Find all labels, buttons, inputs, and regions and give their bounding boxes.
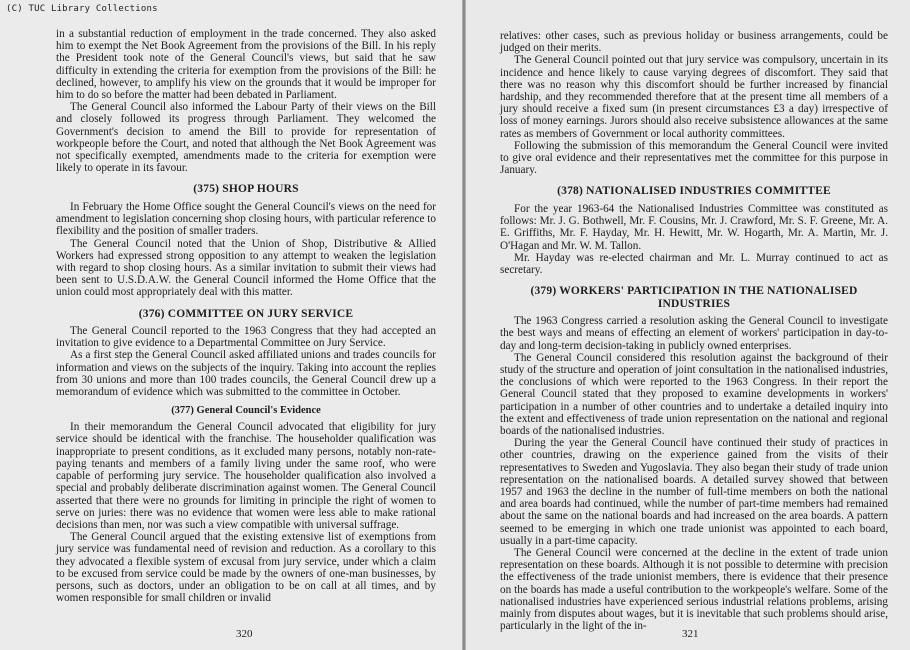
paragraph: The General Council noted that the Union of Shop, Distributive & Allied Workers had expressed strong opposition to any attempt to weaken the legislation with regard to shop closing hours. As a similar invitation to submit their views had been sent to U.S.D.A.W. the General Council informed the Home Office that the union could most appropriately deal with this matter. <box>56 237 436 299</box>
paragraph: The General Council considered this resolution against the background of their study of the structure and operation of joint consultation in the nationalised industries, the conclusions of which were reported to the 1963 Congress. In their report the General Council stated that they proposed to examine developments in workers' participation in a number of other countries and to undertake a detailed inquiry into the extent and effectiveness of trade union representation on the national and regional boards of the nationalised industries. <box>500 351 888 437</box>
paragraph: The General Council pointed out that jury service was compulsory, uncertain in its incidence and hence likely to cause varying degrees of discomfort. They said that there was no reason why this discomfort should be further increased by financial hardship, and they recommended therefore that at the present time all members of a jury should receive a fixed sum (in present circumstances £3 a day) irrespective of loss of money earnings. Jurors should also receive subsistence allowances at the same rates as members of Government or local authority committees. <box>500 54 888 140</box>
paragraph: As a first step the General Council asked affiliated unions and trades councils for information and views on the subjects of the inquiry. Taking into account the replies from 30 unions and more than 100 trades councils, the General Council drew up a memorandum of evidence which was submitted to the committee in October. <box>56 349 436 399</box>
left-page-text <box>56 28 436 604</box>
paragraph: For the year 1963-64 the Nationalised Industries Committee was constituted as follows: Mr. J. G. Bothwell, Mr. F. Cousins, Mr. J. Crawford, Mr. S. F. Greene, Mr. A. E. Griffiths, Mr. F. Hayday, Mr. H. Hewitt, Mr. W. Hogarth, Mr. A. Martin, Mr. J. O'Hagan and Mr. W. M. Tallon. <box>500 202 888 252</box>
section-heading-375: (375) SHOP HOURS <box>193 183 299 196</box>
paragraph: During the year the General Council have continued their study of practices in other countries, drawing on the experience gained from the visits of their representatives to Sweden and Yugoslavia. They also began their study of trade union representation on the nationalised boards. A detailed survey showed that between 1957 and 1963 the decline in the number of full-time members on both the national and area boards had continued, while the number of part-time members had remained about the same on the national boards and had increased on the area boards. A pattern seemed to be emerging in which one trade unionist was appointed to each board, usually in a part-time capacity. <box>500 437 888 547</box>
right-page-text <box>500 30 888 632</box>
section-heading-376: (376) COMMITTEE ON JURY SERVICE <box>138 307 354 320</box>
paragraph: The General Council argued that the existing extensive list of exemptions from jury service was fundamental need of revision and reduction. As a corollary to this they advocated a flexible system of excusal from jury service, under which a claim to be excused from service could be made by the owners of one-man businesses, by persons, such as doctors, under an obligation to be on call at all times, and by women responsible for small children or invalid <box>56 531 436 605</box>
paragraph: Mr. Hayday was re-elected chairman and Mr. L. Murray continued to act as secretary. <box>500 251 888 276</box>
paragraph: The General Council reported to the 1963 Congress that they had accepted an invitation to give evidence to a Departmental Committee on Jury Service. <box>56 325 436 350</box>
paragraph: The 1963 Congress carried a resolution asking the General Council to investigate the best ways and means of effecting an element of workers' participation in day-to-day and long-term decision-taking in publicly owned enterprises. <box>500 315 888 352</box>
paragraph: in a substantial reduction of employment in the trade concerned. They also asked him to exempt the Net Book Agreement from the provisions of the Bill. In his reply the President took note of the General Council's views, but said that he saw difficulty in extending the criteria for exemption from the provisions of the Bill: he declined, however, to amplify his view on the grounds that it would be improper for him to do so before the matter had been debated in Parliament. <box>56 28 436 102</box>
paragraph: relatives: other cases, such as previous holiday or business arrangements, could be judged on their merits. <box>500 30 888 55</box>
paragraph: In their memorandum the General Council advocated that eligibility for jury service should be identical with the franchise. The householder qualification was inappropriate to present conditions, as it excluded many persons, notably non-rate-paying tenants and members of a family living under the same roof, who were capable of performing jury service. The householder qualification also involved a special and probably deliberate discrimination against women. The General Council asserted that there were no grounds for limiting in principle the right of women to serve on juries: there was no evidence that women were less able to make rational decisions than men, nor was such a view compatible with universal suffrage. <box>56 421 436 531</box>
paragraph: The General Council also informed the Labour Party of their views on the Bill and closely followed its progress through Parliament. They welcomed the Government's decision to amend the Bill to provide for representation of workpeople before the Court, and noted that although the Net Book Agreement was not specifically exempted, amendments made to the criteria for exemption were likely to operate in its favour. <box>56 101 436 175</box>
watermark: (C) TUC Library Collections <box>6 4 158 14</box>
page-number: 321 <box>682 628 699 640</box>
paragraph: In February the Home Office sought the General Council's views on the need for amendment to legislation concerning shop closing hours, with particular reference to flexibility and the position of smaller traders. <box>56 200 436 238</box>
section-heading-379: (379) WORKERS' PARTICIPATION IN THE NATIONALISED INDUSTRIES <box>530 285 858 310</box>
paragraph: The General Council were concerned at the decline in the extent of trade union representation on these boards. Although it is not possible to determine with precision the effectiveness of the trade unionist members, there is evidence that their presence on the boards has made a useful contribution to the workpeople's welfare. Some of the nationalised industries have experienced serious industrial relations problems, arising mainly from disputes about wages, but it is inevitable that such problems should arise, particularly in the light of the in- <box>500 547 888 633</box>
section-heading-378: (378) NATIONALISED INDUSTRIES COMMITTEE <box>557 185 831 198</box>
paragraph: Following the submission of this memorandum the General Council were invited to give oral evidence and their representatives met the committee for this purpose in January. <box>500 139 888 177</box>
page-number: 320 <box>236 628 253 640</box>
right-page <box>466 0 910 650</box>
section-heading-377: (377) General Council's Evidence <box>171 405 321 417</box>
